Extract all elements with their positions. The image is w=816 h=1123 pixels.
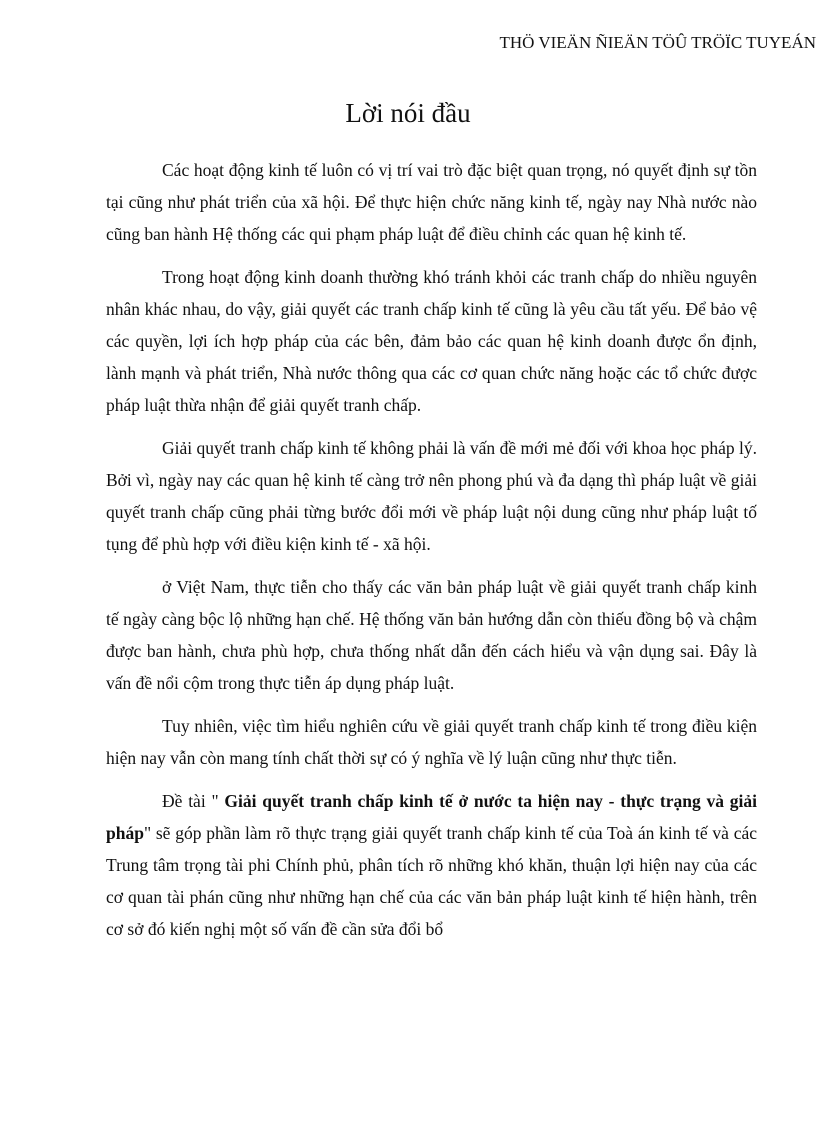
- document-body: [106, 154, 757, 956]
- topic-title: Giải quyết tranh chấp kinh tế ở nước ta hiện nay - thực trạng và giải pháp: [106, 791, 758, 843]
- topic-paragraph: [106, 785, 757, 945]
- topic-description-text: " sẽ góp phần làm rõ thực trạng giải quyết tranh chấp kinh tế của Toà án kinh tế và các Trung tâm trọng tài phi Chính phủ, phân tích rõ những khó khăn, thuận lợi hiện nay của các cơ quan tài phán cũng như những hạn chế của các văn bản pháp luật kinh tế hiện hành, trên cơ sở đó kiến nghị một số vấn đề cần sửa đổi bổ: [106, 823, 757, 939]
- paragraph: ở Việt Nam, thực tiễn cho thấy các văn bản pháp luật về giải quyết tranh chấp kinh tế ngày càng bộc lộ những hạn chế. Hệ thống văn bản hướng dẫn còn thiếu đồng bộ và chậm được ban hành, chưa phù hợp, chưa thống nhất dẫn đến cách hiểu và vận dụng sai. Đây là vấn đề nổi cộm trong thực tiễn áp dụng pháp luật.: [106, 577, 757, 693]
- paragraph: Trong hoạt động kinh doanh thường khó tránh khỏi các tranh chấp do nhiều nguyên nhân khác nhau, do vậy, giải quyết các tranh chấp kinh tế cũng là yêu cầu tất yếu. Để bảo vệ các quyền, lợi ích hợp pháp của các bên, đảm bảo các quan hệ kinh doanh được ổn định, lành mạnh và phát triển, Nhà nước thông qua các cơ quan chức năng hoặc các tổ chức được pháp luật thừa nhận để giải quyết tranh chấp.: [106, 267, 757, 415]
- paragraph: Tuy nhiên, việc tìm hiểu nghiên cứu về giải quyết tranh chấp kinh tế trong điều kiện hiện nay vẫn còn mang tính chất thời sự có ý nghĩa về lý luận cũng như thực tiễn.: [106, 716, 757, 768]
- page-title: Lời nói đầu: [345, 98, 471, 128]
- page-header: THÖ VIEÄN ÑIEÄN TÖÛ TRÖÏC TUYEÁN: [499, 33, 816, 52]
- topic-intro-text: Đề tài ": [162, 791, 225, 811]
- paragraph: Các hoạt động kinh tế luôn có vị trí vai trò đặc biệt quan trọng, nó quyết định sự tồn tại cũng như phát triển của xã hội. Để thực hiện chức năng kinh tế, ngày nay Nhà nước nào cũng ban hành Hệ thống các qui phạm pháp luật để điều chỉnh các quan hệ kinh tế.: [106, 160, 757, 244]
- paragraph: Giải quyết tranh chấp kinh tế không phải là vấn đề mới mẻ đối với khoa học pháp lý. Bởi vì, ngày nay các quan hệ kinh tế càng trở nên phong phú và đa dạng thì pháp luật về giải quyết tranh chấp cũng phải từng bước đổi mới về pháp luật nội dung cũng như pháp luật tố tụng để phù hợp với điều kiện kinh tế - xã hội.: [106, 438, 757, 554]
